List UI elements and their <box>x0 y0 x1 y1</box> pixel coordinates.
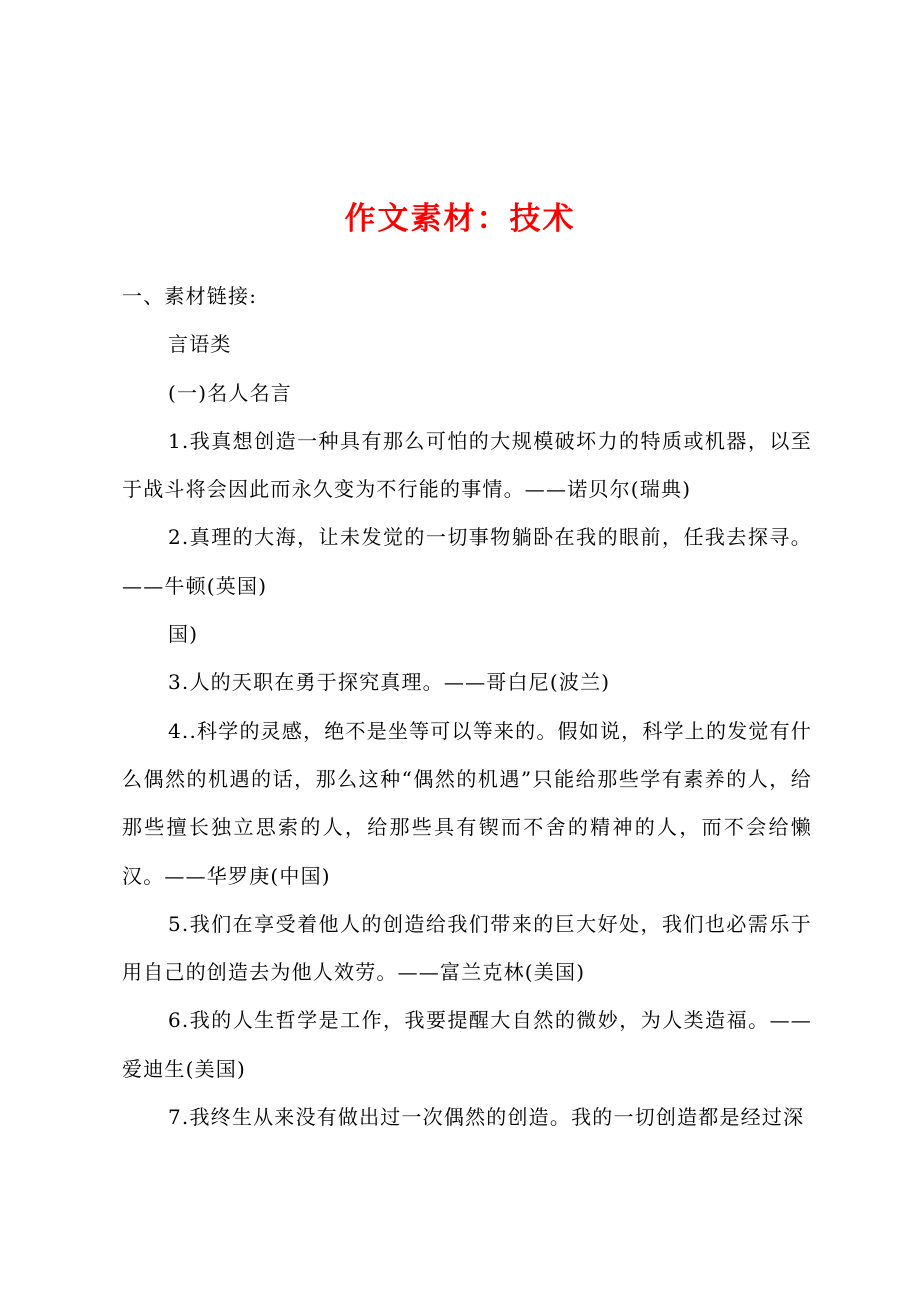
quote-paragraph-3: 3.人的天职在勇于探究真理。——哥白尼(波兰) <box>168 670 611 695</box>
stray-fragment: 国) <box>168 622 199 647</box>
section-heading: 一、素材链接: <box>122 284 258 308</box>
quote-paragraph-5: 5.我们在享受着他人的创造给我们带来的巨大好处，我们也必需乐于用自己的创造去为他人效劳。——富兰克林(美国) <box>122 911 812 985</box>
document-title: 作文素材：技术 <box>344 201 576 237</box>
subheading: (一)名人名言 <box>168 380 293 405</box>
document-body <box>122 272 812 1141</box>
quote-paragraph-6: 6.我的人生哲学是工作，我要提醒大自然的微妙，为人类造福。——爱迪生(美国) <box>122 1008 812 1081</box>
quote-paragraph-4: 4..科学的灵感，绝不是坐等可以等来的。假如说，科学上的发觉有什么偶然的机遇的话，那么这种“偶然的机遇”只能给那些学有素养的人，给那些擅长独立思索的人，给那些具有锲而不舍的精神的人，而不会给懒汉。——华罗庚(中国) <box>122 718 812 888</box>
quote-paragraph-2: 2.真理的大海，让未发觉的一切事物躺卧在我的眼前，任我去探寻。——牛顿(英国) <box>122 525 812 598</box>
quote-paragraph-1: 1.我真想创造一种具有那么可怕的大规模破坏力的特质或机器，以至于战斗将会因此而永久变为不行能的事情。——诺贝尔(瑞典) <box>122 428 812 502</box>
quote-paragraph-7: 7.我终生从来没有做出过一次偶然的创造。我的一切创造都是经过深 <box>168 1105 805 1130</box>
category-label: 言语类 <box>168 332 232 357</box>
